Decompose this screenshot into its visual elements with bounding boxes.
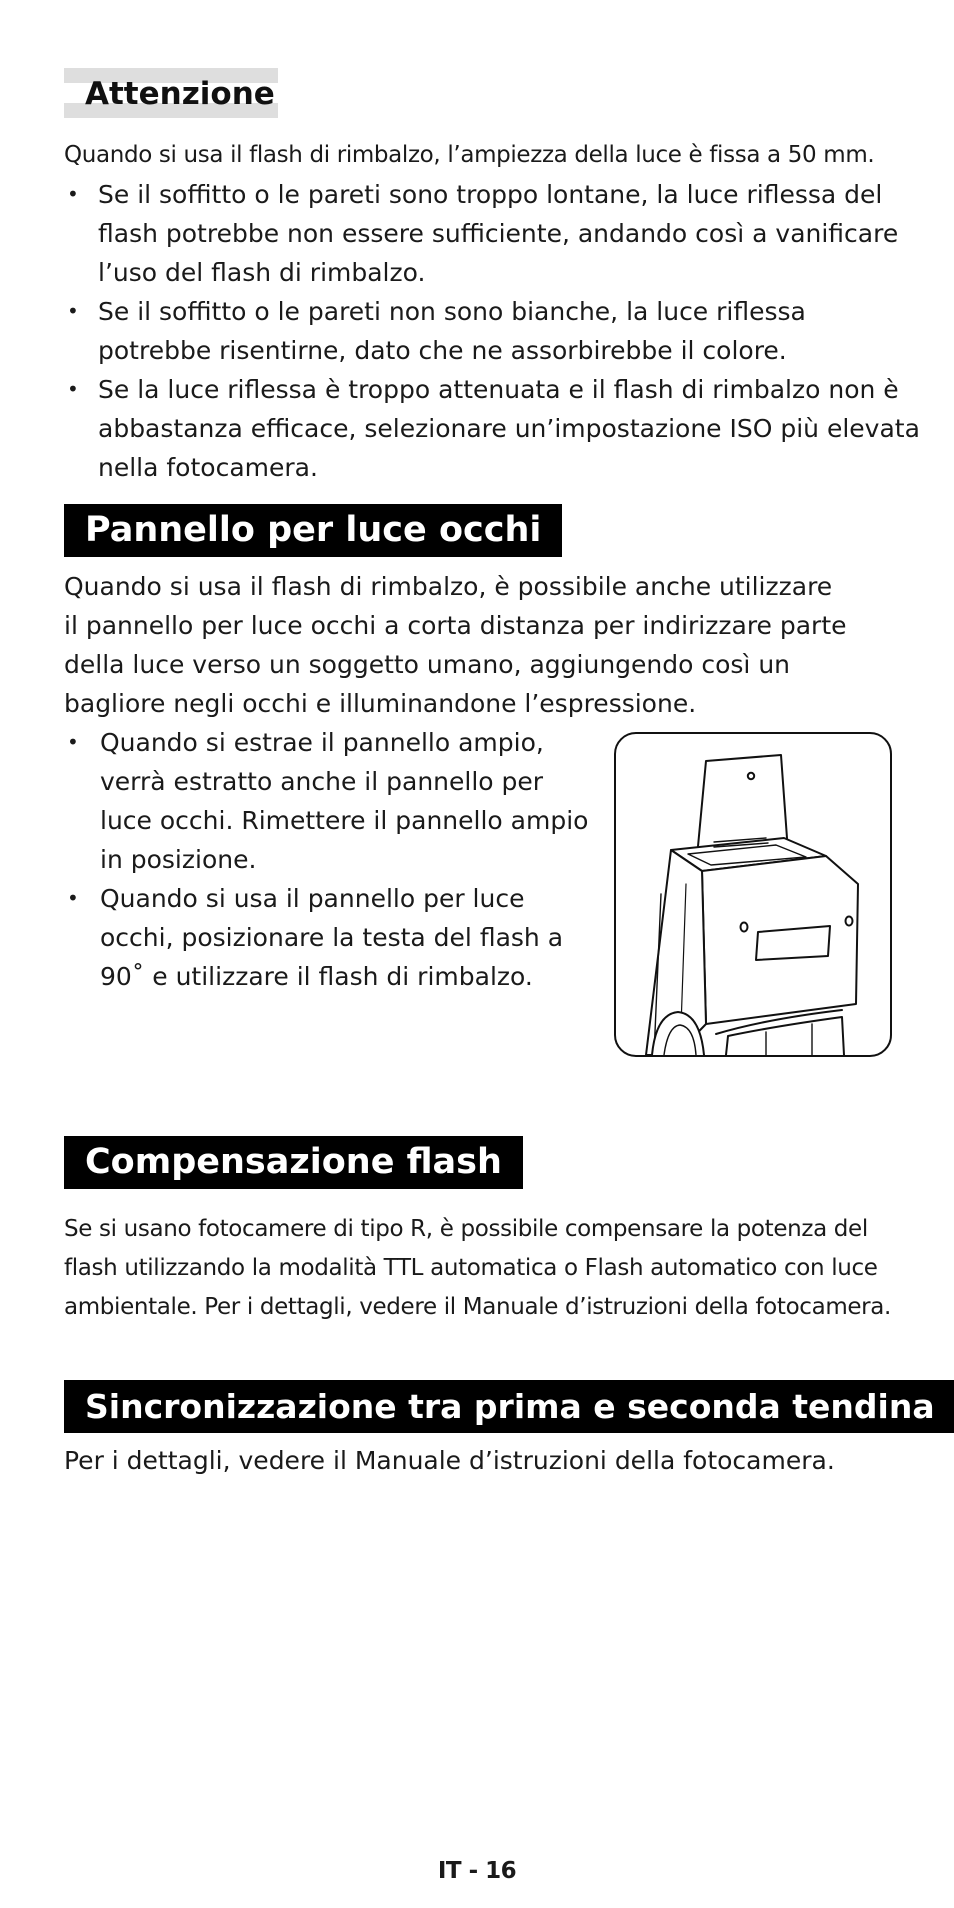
page-number: IT - 16 (437, 1858, 517, 1884)
flash-catchlight-panel-illustration (614, 732, 892, 1057)
attention-intro: Quando si usa il flash di rimbalzo, l’ampiezza della luce è fissa a 50 mm. (64, 142, 875, 168)
attention-bullet-list (64, 175, 920, 487)
attention-heading: Attenzione (85, 76, 275, 112)
list-item: • Se il soffitto o le pareti sono troppo lontane, la luce riflessa del flash potrebbe non essere sufficiente, andando così a vanificare l’uso del flash di rimbalzo. (64, 175, 920, 292)
catchlight-intro: Quando si usa il flash di rimbalzo, è possibile anche utilizzare il pannello per luce occhi a corta distanza per indirizzare parte della luce verso un soggetto umano, aggiungendo così un bagliore negli occhi e illuminandone l’espressione. (64, 572, 847, 718)
list-item: • Quando si estrae il pannello ampio, verrà estratto anche il pannello per luce occhi. Rimettere il pannello ampio in posizione. (64, 723, 588, 879)
list-item: • Se il soffitto o le pareti non sono bianche, la luce riflessa potrebbe risentirne, dato che ne assorbirebbe il colore. (64, 292, 920, 370)
compensation-body: Se si usano fotocamere di tipo R, è possibile compensare la potenza del flash utilizzando la modalità TTL automatica o Flash automatico con luce ambientale. Per i dettagli, vedere il Manuale d’istruzioni della fotocamera. (64, 1216, 891, 1320)
catchlight-bullet-list (64, 723, 588, 996)
list-item: • Se la luce riflessa è troppo attenuata e il flash di rimbalzo non è abbastanza efficace, selezionare un’impostazione ISO più elevata nella fotocamera. (64, 370, 920, 487)
compensation-heading: Compensazione flash (64, 1136, 523, 1189)
attention-heading-bar (64, 68, 278, 118)
list-item: • Quando si usa il pannello per luce occhi, posizionare la testa del flash a 90˚ e utilizzare il flash di rimbalzo. (64, 879, 588, 996)
sync-heading: Sincronizzazione tra prima e seconda tendina (64, 1380, 954, 1433)
sync-body: Per i dettagli, vedere il Manuale d’istruzioni della fotocamera. (64, 1446, 835, 1475)
catchlight-heading: Pannello per luce occhi (64, 504, 562, 557)
